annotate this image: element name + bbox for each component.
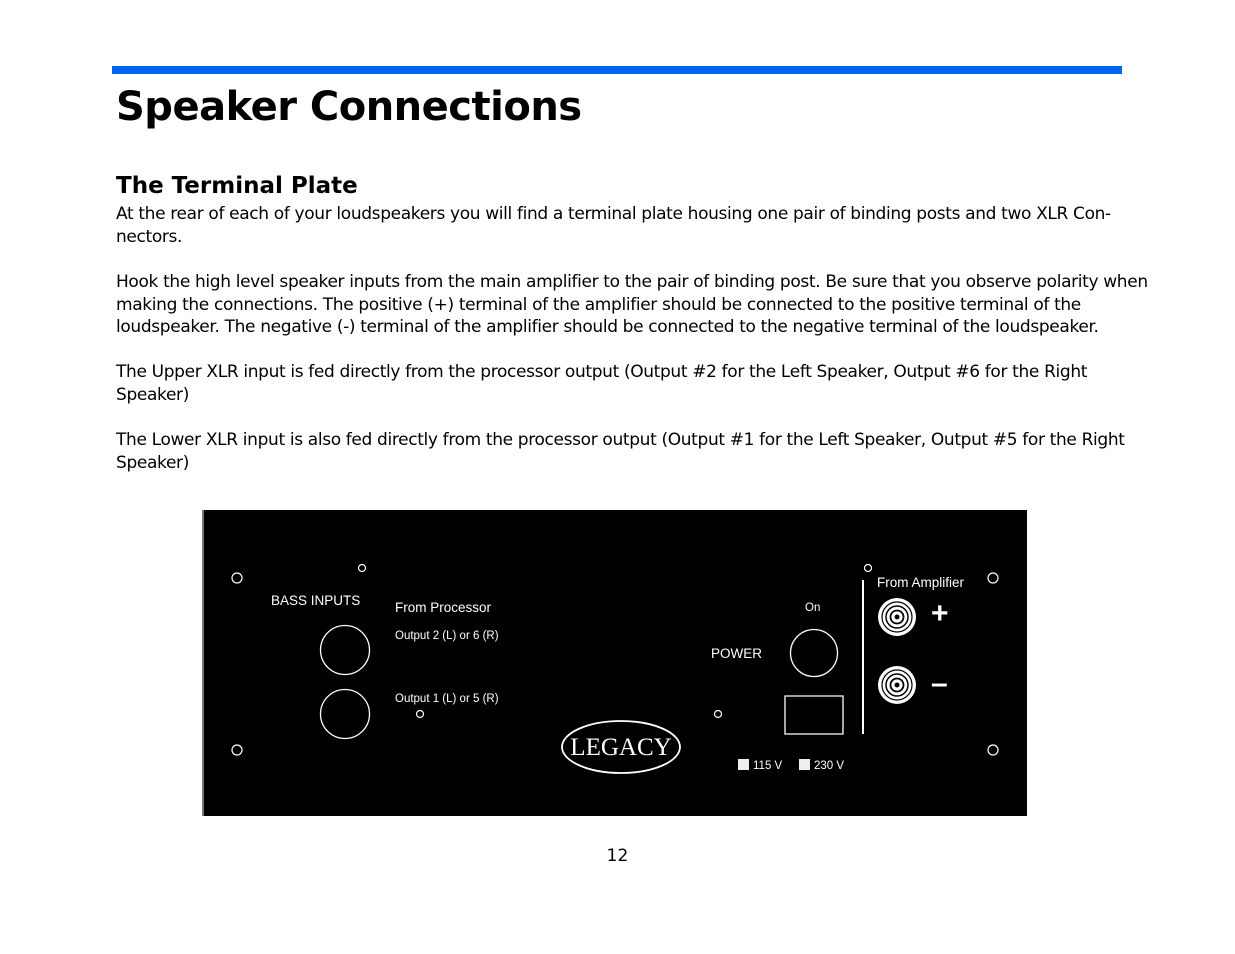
paragraph-terminal-plate: At the rear of each of your loudspeakers you will find a terminal plate housing one pair of binding posts and two XLR Con-nectors. xyxy=(116,204,1111,247)
lower-output-label: Output 1 (L) or 5 (R) xyxy=(395,693,499,705)
voltage-115-label: 115 V xyxy=(753,760,783,772)
bass-inputs-label: BASS INPUTS xyxy=(271,593,361,608)
on-label: On xyxy=(805,602,821,614)
terminal-plate-image xyxy=(202,510,1027,816)
paragraph-polarity: Hook the high level speaker inputs from the main amplifier to the pair of binding post. Be sure that you observe polarity when making the connections. The positive (+) terminal of the amplifier should be connected to the positive terminal of the loudspeaker. The negative (-) terminal of the amplifier should be connected to the negative terminal of the loudspeaker. xyxy=(116,272,1148,337)
voltage-230-label: 230 V xyxy=(814,760,845,772)
header-rule xyxy=(112,66,1122,74)
plus-symbol: + xyxy=(931,597,949,630)
paragraph-upper-xlr: The Upper XLR input is fed directly from the processor output (Output #2 for the Left Speaker, Output #6 for the Right Speaker) xyxy=(116,362,1088,405)
page-number: 12 xyxy=(606,846,629,866)
minus-symbol: – xyxy=(931,667,948,700)
voltage-230-checkbox-icon xyxy=(799,759,810,770)
from-amplifier-label: From Amplifier xyxy=(877,575,965,590)
terminal-plate-drawing xyxy=(202,510,1027,816)
plate-background xyxy=(202,510,1027,816)
plate-left-edge xyxy=(202,510,204,816)
positive-binding-post-icon xyxy=(878,598,916,636)
upper-output-label: Output 2 (L) or 6 (R) xyxy=(395,630,499,642)
power-label: POWER xyxy=(711,646,763,661)
section-heading: The Terminal Plate xyxy=(116,173,358,199)
page-title: Speaker Connections xyxy=(116,84,582,130)
legacy-logo-text: LEGACY xyxy=(570,734,672,761)
voltage-115-checkbox-icon xyxy=(738,759,749,770)
paragraph-lower-xlr: The Lower XLR input is also fed directly from the processor output (Output #1 for the Left Speaker, Output #5 for the Right Speaker) xyxy=(116,430,1125,473)
from-processor-label: From Processor xyxy=(395,600,492,615)
negative-binding-post-icon xyxy=(878,666,916,704)
